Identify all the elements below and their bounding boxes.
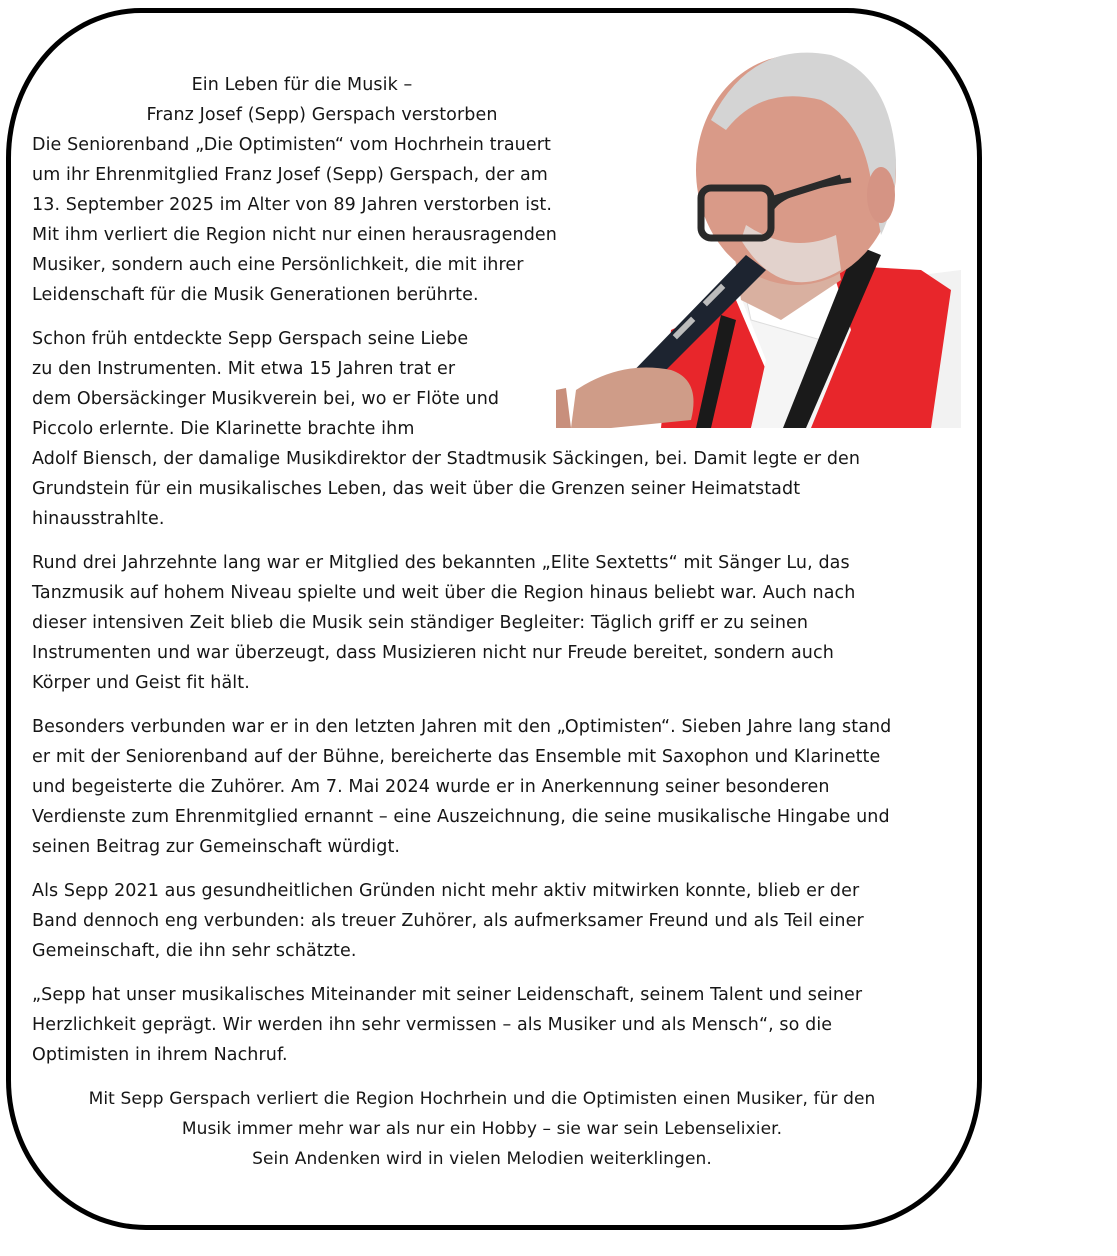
text-line: Leidenschaft für die Musik Generationen berührte. xyxy=(32,285,479,305)
text-line: Die Seniorenband „Die Optimisten“ vom Hochrhein trauert xyxy=(32,135,551,155)
paragraph-elite-sextett xyxy=(32,548,952,698)
text-line: Adolf Biensch, der damalige Musikdirektor der Stadtmusik Säckingen, bei. Damit legte er den xyxy=(32,449,861,469)
text-line: hinausstrahlte. xyxy=(32,509,165,529)
text-line: Körper und Geist fit hält. xyxy=(32,673,250,693)
text-line: Mit Sepp Gerspach verliert die Region Hochrhein und die Optimisten einen Musiker, für den xyxy=(88,1089,876,1109)
text-line: 13. September 2025 im Alter von 89 Jahren verstorben ist. xyxy=(32,195,553,215)
text-line: „Sepp hat unser musikalisches Miteinander mit seiner Leidenschaft, seinem Talent und seiner xyxy=(32,985,863,1005)
paragraph-early-years xyxy=(32,324,952,534)
title-line-1: Ein Leben für die Musik – xyxy=(191,75,413,95)
text-line: Verdienste zum Ehrenmitglied ernannt – eine Auszeichnung, die seine musikalische Hingabe und xyxy=(32,807,890,827)
text-line: Als Sepp 2021 aus gesundheitlichen Gründen nicht mehr aktiv mitwirken konnte, blieb er der xyxy=(32,881,860,901)
text-line: Mit ihm verliert die Region nicht nur einen herausragenden xyxy=(32,225,557,245)
paragraph-quote xyxy=(32,980,952,1070)
text-line: Schon früh entdeckte Sepp Gerspach seine Liebe xyxy=(32,329,469,349)
text-line: Besonders verbunden war er in den letzten Jahren mit den „Optimisten“. Sieben Jahre lang stand xyxy=(32,717,892,737)
text-line: Optimisten in ihrem Nachruf. xyxy=(32,1045,288,1065)
text-line: er mit der Seniorenband auf der Bühne, bereicherte das Ensemble mit Saxophon und Klarinette xyxy=(32,747,881,767)
paragraph-intro xyxy=(32,130,952,310)
text-line: Rund drei Jahrzehnte lang war er Mitglied des bekannten „Elite Sextetts“ mit Sänger Lu, das xyxy=(32,553,850,573)
text-line: seinen Beitrag zur Gemeinschaft würdigt. xyxy=(32,837,401,857)
text-line: Musik immer mehr war als nur ein Hobby – sie war sein Lebenselixier. xyxy=(181,1119,783,1139)
text-line: zu den Instrumenten. Mit etwa 15 Jahren trat er xyxy=(32,359,456,379)
text-line: um ihr Ehrenmitglied Franz Josef (Sepp) Gerspach, der am xyxy=(32,165,548,185)
text-line: Sein Andenken wird in vielen Melodien weiterklingen. xyxy=(252,1149,712,1169)
text-line: dieser intensiven Zeit blieb die Musik sein ständiger Begleiter: Täglich griff er zu seinen xyxy=(32,613,809,633)
closing-statement xyxy=(32,1084,932,1174)
article-body xyxy=(32,70,952,1174)
text-line: Musiker, sondern auch eine Persönlichkeit, die mit ihrer xyxy=(32,255,524,275)
text-line: Band dennoch eng verbunden: als treuer Zuhörer, als aufmerksamer Freund und als Teil einer xyxy=(32,911,864,931)
text-line: Tanzmusik auf hohem Niveau spielte und weit über die Region hinaus beliebt war. Auch nach xyxy=(32,583,856,603)
paragraph-optimisten xyxy=(32,712,952,862)
text-line: Gemeinschaft, die ihn sehr schätzte. xyxy=(32,941,357,961)
text-line: dem Obersäckinger Musikverein bei, wo er Flöte und xyxy=(32,389,500,409)
text-line: Instrumenten und war überzeugt, dass Musizieren nicht nur Freude bereitet, sondern auch xyxy=(32,643,834,663)
text-line: Herzlichkeit geprägt. Wir werden ihn sehr vermissen – als Musiker und als Mensch“, so die xyxy=(32,1015,833,1035)
title-line-2: Franz Josef (Sepp) Gerspach verstorben xyxy=(146,105,498,125)
paragraph-retirement xyxy=(32,876,952,966)
article-title xyxy=(32,70,572,130)
text-line: Grundstein für ein musikalisches Leben, das weit über die Grenzen seiner Heimatstadt xyxy=(32,479,801,499)
text-line: Piccolo erlernte. Die Klarinette brachte ihm xyxy=(32,419,415,439)
text-line: und begeisterte die Zuhörer. Am 7. Mai 2024 wurde er in Anerkennung seiner besonderen xyxy=(32,777,830,797)
